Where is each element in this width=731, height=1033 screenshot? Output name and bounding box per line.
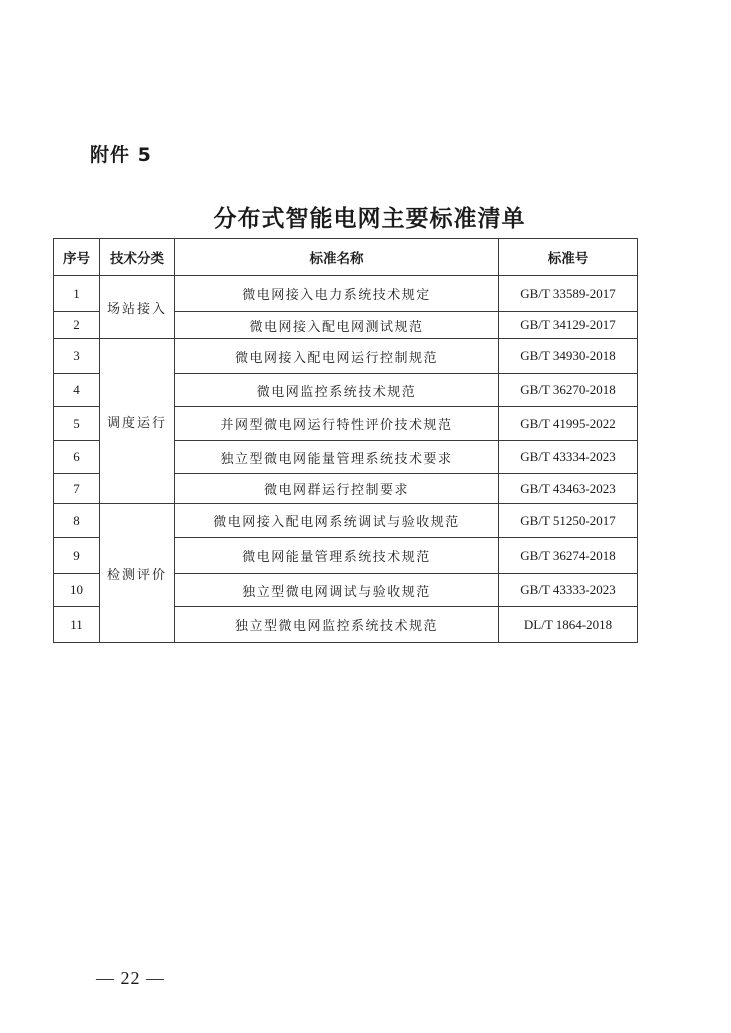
- category-cell: 场站接入: [100, 276, 175, 339]
- header-standard-name: 标准名称: [175, 239, 499, 276]
- row-seq: 4: [54, 374, 100, 407]
- standard-code: GB/T 34930-2018: [499, 339, 638, 374]
- standard-name: 独立型微电网监控系统技术规范: [175, 607, 499, 643]
- table-row: [54, 339, 638, 374]
- table-row: [54, 276, 638, 312]
- table-row: [54, 504, 638, 538]
- document-title: 分布式智能电网主要标准清单: [213, 206, 526, 232]
- row-seq: 2: [54, 312, 100, 339]
- standard-code: GB/T 41995-2022: [499, 407, 638, 441]
- standard-code: GB/T 51250-2017: [499, 504, 638, 538]
- standards-table: [53, 238, 638, 643]
- standard-name: 并网型微电网运行特性评价技术规范: [175, 407, 499, 441]
- row-seq: 5: [54, 407, 100, 441]
- page-number: — 22 —: [96, 968, 165, 988]
- header-seq: 序号: [54, 239, 100, 276]
- standard-name: 微电网接入配电网运行控制规范: [175, 339, 499, 374]
- row-seq: 11: [54, 607, 100, 643]
- category-cell: 检测评价: [100, 504, 175, 643]
- row-seq: 8: [54, 504, 100, 538]
- row-seq: 3: [54, 339, 100, 374]
- row-seq: 6: [54, 441, 100, 474]
- standard-name: 微电网群运行控制要求: [175, 474, 499, 504]
- standard-code: GB/T 43463-2023: [499, 474, 638, 504]
- standard-code: GB/T 36270-2018: [499, 374, 638, 407]
- standard-code: DL/T 1864-2018: [499, 607, 638, 643]
- row-seq: 9: [54, 538, 100, 574]
- header-standard-code: 标准号: [499, 239, 638, 276]
- standard-name: 微电网监控系统技术规范: [175, 374, 499, 407]
- row-seq: 10: [54, 574, 100, 607]
- header-category: 技术分类: [100, 239, 175, 276]
- standard-code: GB/T 36274-2018: [499, 538, 638, 574]
- standard-name: 独立型微电网能量管理系统技术要求: [175, 441, 499, 474]
- table-header-row: [54, 239, 638, 276]
- category-cell: 调度运行: [100, 339, 175, 504]
- standard-code: GB/T 43334-2023: [499, 441, 638, 474]
- standard-name: 微电网接入配电网系统调试与验收规范: [175, 504, 499, 538]
- standard-code: GB/T 34129-2017: [499, 312, 638, 339]
- row-seq: 7: [54, 474, 100, 504]
- standard-name: 微电网接入配电网测试规范: [175, 312, 499, 339]
- row-seq: 1: [54, 276, 100, 312]
- attachment-label: 附件 5: [90, 144, 152, 166]
- standard-code: GB/T 43333-2023: [499, 574, 638, 607]
- standard-name: 微电网接入电力系统技术规定: [175, 276, 499, 312]
- standard-name: 微电网能量管理系统技术规范: [175, 538, 499, 574]
- standard-code: GB/T 33589-2017: [499, 276, 638, 312]
- standard-name: 独立型微电网调试与验收规范: [175, 574, 499, 607]
